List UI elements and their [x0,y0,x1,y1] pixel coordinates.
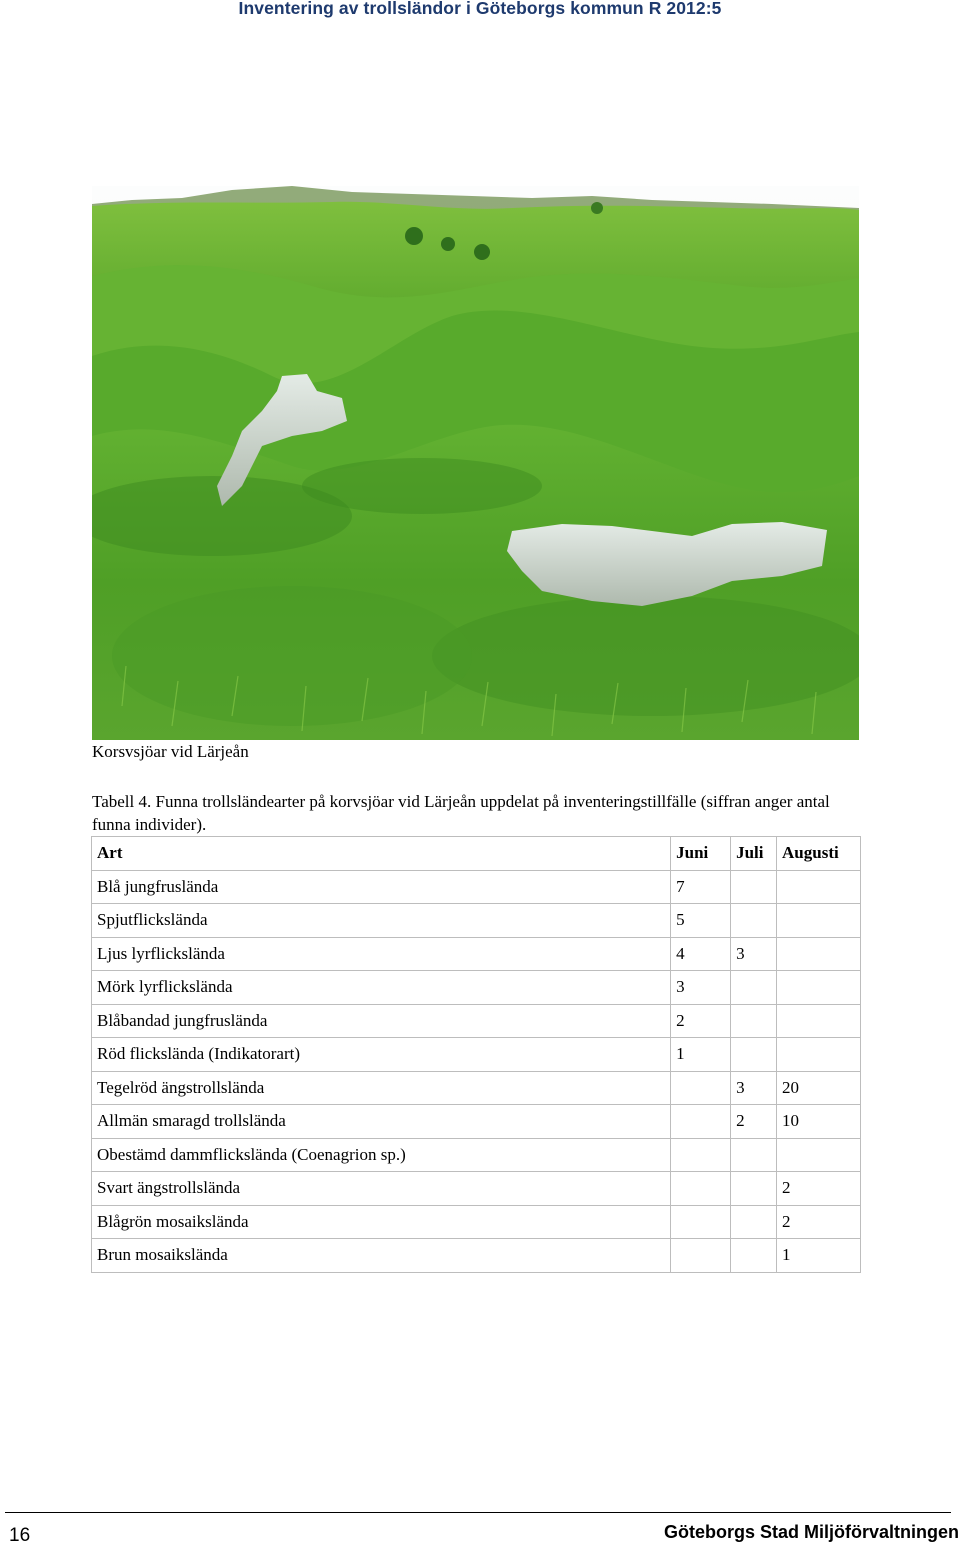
cell-art: Tegelröd ängstrollslända [92,1071,671,1105]
cell-augusti [777,937,861,971]
header-augusti: Augusti [777,837,861,871]
table-row [92,1105,861,1139]
table-caption: Tabell 4. Funna trollsländearter på korvsjöar vid Lärjeån uppdelat på inventeringstillfälle (siffran anger antal funna individer). [92,792,830,834]
cell-juni: 5 [671,904,731,938]
table-row [92,1205,861,1239]
table-row [92,1038,861,1072]
cell-juli: 3 [731,1071,777,1105]
table-header-row [92,837,861,871]
cell-art: Allmän smaragd trollslända [92,1105,671,1139]
footer-organization: Göteborgs Stad Miljöförvaltningen [663,1522,959,1542]
cell-augusti: 2 [777,1205,861,1239]
species-table [91,836,861,1273]
cell-juni [671,1172,731,1206]
cell-juli [731,1038,777,1072]
landscape-photo-image [92,186,859,740]
cell-art: Röd flickslända (Indikatorart) [92,1038,671,1072]
table-row [92,904,861,938]
table-row [92,1004,861,1038]
table-row [92,1239,861,1273]
cell-augusti [777,971,861,1005]
table-row [92,1172,861,1206]
table-row [92,971,861,1005]
footer-rule [5,1512,951,1513]
cell-augusti [777,1038,861,1072]
cell-juli [731,1138,777,1172]
cell-juli [731,870,777,904]
cell-juli [731,1172,777,1206]
cell-juni: 7 [671,870,731,904]
cell-juli: 3 [731,937,777,971]
cell-art: Brun mosaikslända [92,1239,671,1273]
header-juli: Juli [731,837,777,871]
table-row [92,1138,861,1172]
cell-juni [671,1138,731,1172]
cell-juli [731,1205,777,1239]
cell-juni [671,1205,731,1239]
cell-augusti: 10 [777,1105,861,1139]
table-row [92,937,861,971]
landscape-photo [92,186,859,740]
photo-caption: Korsvsjöar vid Lärjeån [92,742,249,761]
cell-art: Blå jungfrusländа [92,870,671,904]
cell-augusti [777,1138,861,1172]
cell-augusti [777,1004,861,1038]
cell-juli: 2 [731,1105,777,1139]
cell-juli [731,971,777,1005]
cell-augusti: 20 [777,1071,861,1105]
cell-art: Obestämd dammflickslända (Coenagrion sp.) [92,1138,671,1172]
cell-juni: 1 [671,1038,731,1072]
cell-juni: 3 [671,971,731,1005]
cell-augusti: 1 [777,1239,861,1273]
header-art: Art [92,837,671,871]
cell-juli [731,1239,777,1273]
cell-juni [671,1071,731,1105]
cell-juli [731,904,777,938]
cell-art: Ljus lyrflickslända [92,937,671,971]
cell-art: Spjutflickslända [92,904,671,938]
cell-juni: 2 [671,1004,731,1038]
cell-juni [671,1105,731,1139]
cell-juli [731,1004,777,1038]
cell-art: Blåbandad jungfrusländа [92,1004,671,1038]
page-number: 16 [9,1525,31,1546]
cell-art: Mörk lyrflickslända [92,971,671,1005]
running-header: Inventering av trollsländor i Göteborgs kommun R 2012:5 [238,0,722,18]
cell-augusti [777,870,861,904]
cell-augusti: 2 [777,1172,861,1206]
cell-art: Svart ängstrollslända [92,1172,671,1206]
cell-juni [671,1239,731,1273]
table-row [92,870,861,904]
header-juni: Juni [671,837,731,871]
cell-art: Blågrön mosaikslända [92,1205,671,1239]
cell-augusti [777,904,861,938]
cell-juni: 4 [671,937,731,971]
table-row [92,1071,861,1105]
